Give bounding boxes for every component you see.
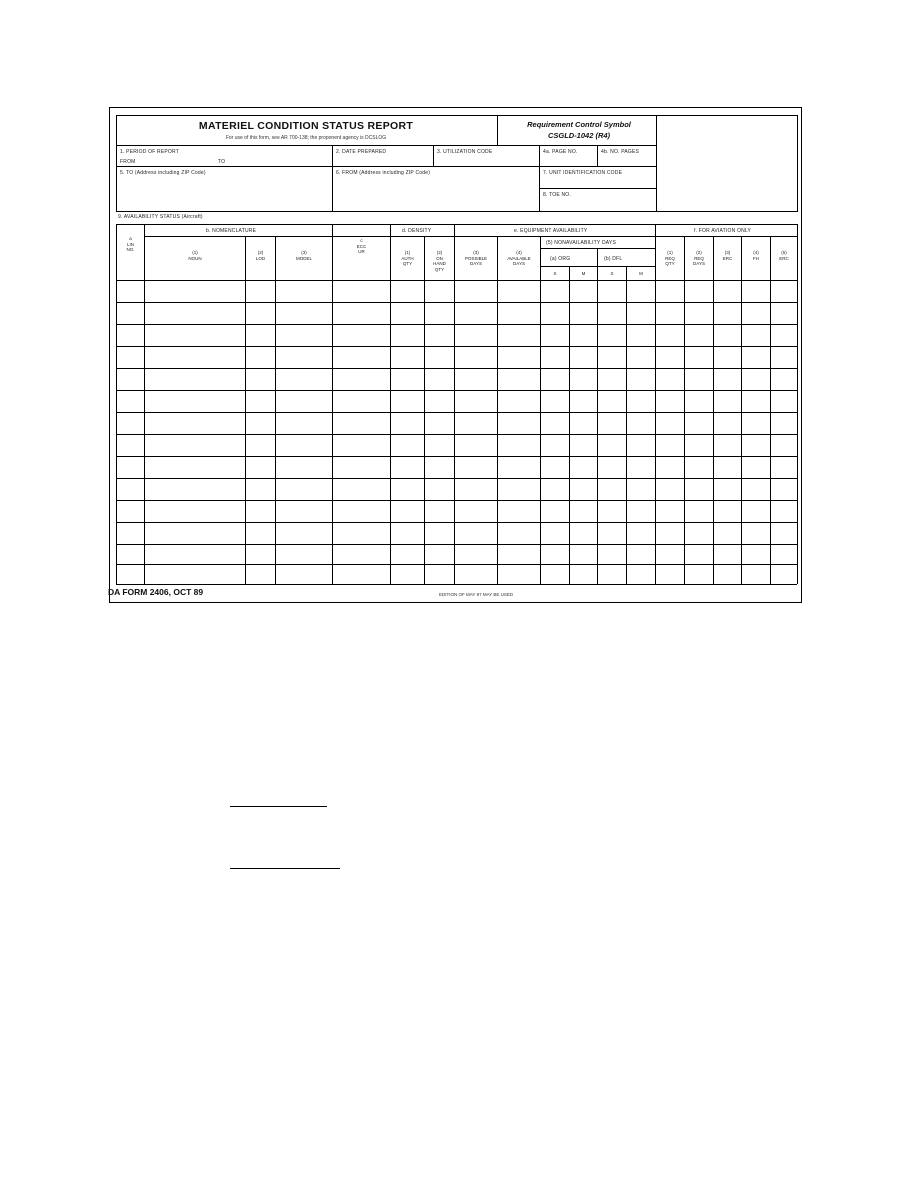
nonavailability-days-label: (5) NONAVAILABILITY DAYS — [546, 240, 617, 246]
col-header-req-qty: (1) REQ QTY — [665, 250, 675, 266]
col-divider-e — [454, 224, 455, 584]
row-rule — [116, 390, 797, 391]
col-header-model: (3) MODEL — [295, 250, 312, 261]
col-header-possible-days: (3) POSSIBLE DAYS — [464, 250, 488, 266]
col-header-req-days: (2) REQ DAYS — [693, 250, 705, 266]
for-aviation-only-group-label: f. FOR AVIATION ONLY — [694, 228, 752, 234]
col-divider-b1 — [245, 236, 246, 584]
header-inner-box-top — [116, 115, 797, 116]
requirement-control-symbol-value: CSGLD-1042 (R4) — [547, 131, 611, 140]
header-inner-box-left — [116, 115, 117, 212]
row-rule — [116, 324, 797, 325]
header-divider-rightbox — [656, 115, 657, 212]
col-header-dfl-s: S — [610, 271, 614, 276]
utilization-code-label: 3. UTILIZATION CODE — [437, 149, 493, 155]
nomenclature-group-label: b. NOMENCLATURE — [206, 228, 257, 234]
header-bottom-rule — [116, 280, 797, 281]
row-rule — [116, 412, 797, 413]
header-rule-3 — [116, 211, 797, 212]
col-divider-b2 — [275, 236, 276, 584]
page-no-label: 4a. PAGE NO. — [543, 149, 578, 155]
col-header-ecc: c ECC UR — [356, 238, 367, 254]
org-subgroup-label: (a) ORG — [550, 256, 571, 262]
col-divider-e6 — [626, 266, 627, 584]
materiel-condition-status-report-form — [109, 107, 802, 603]
period-of-report-label: 1. PERIOD OF REPORT — [120, 149, 179, 155]
row-rule — [116, 544, 797, 545]
col-header-auth-qty: (1) AUTH QTY — [401, 250, 414, 266]
col-divider-a — [144, 224, 145, 584]
col-divider-f5 — [770, 236, 771, 584]
col-header-dfl-m: M — [639, 271, 643, 276]
col-divider-f — [655, 224, 656, 584]
table-right-rule — [797, 224, 798, 584]
to-address-label: 5. TO (Address including ZIP Code) — [120, 170, 206, 176]
header-rule-1 — [116, 145, 656, 146]
toe-no-label: 8. TOE NO. — [543, 192, 571, 198]
header-rule-4 — [539, 188, 656, 189]
table-top-rule — [116, 224, 797, 225]
header-divider-rcs — [497, 115, 498, 146]
blank-underline-2 — [230, 868, 340, 869]
col-header-fh: (4) FH — [753, 250, 759, 261]
col-divider-f4 — [741, 236, 742, 584]
dfl-subgroup-label: (b) DFL — [604, 256, 623, 262]
col-divider-c — [332, 224, 333, 584]
no-pages-label: 4b. NO. PAGES — [601, 149, 640, 155]
row-rule — [116, 478, 797, 479]
col-header-noun: (1) NOUN — [188, 250, 202, 261]
header-vert-date — [332, 145, 333, 211]
form-number: DA FORM 2406, OCT 89 — [108, 587, 204, 597]
row-rule — [116, 368, 797, 369]
blank-underline-1 — [230, 806, 327, 807]
availability-status-label: 9. AVAILABILITY STATUS (Aircraft) — [118, 214, 203, 220]
row-rule — [116, 522, 797, 523]
table-left-rule — [116, 224, 117, 584]
requirement-control-symbol-label: Requirement Control Symbol — [527, 120, 631, 129]
header-inner-box-right — [797, 115, 798, 212]
period-from-label: FROM — [120, 159, 136, 165]
edition-notice: EDITION OF MAY 87 MAY BE USED — [439, 592, 514, 597]
col-divider-e4 — [569, 266, 570, 584]
col-divider-d — [390, 224, 391, 584]
table-bottom-rule — [116, 584, 797, 585]
col-divider-e3 — [540, 236, 541, 584]
density-group-label: d. DENSITY — [402, 228, 432, 234]
header-vert-page — [539, 145, 540, 211]
row-rule — [116, 346, 797, 347]
row-rule — [116, 500, 797, 501]
col-header-lin-no: a LIN NO. — [126, 236, 135, 252]
col-header-erc-2: (5) ERC — [779, 250, 789, 261]
form-title: MATERIEL CONDITION STATUS REPORT — [198, 120, 414, 132]
row-rule — [116, 434, 797, 435]
col-divider-f3 — [713, 236, 714, 584]
col-header-org-m: M — [581, 271, 586, 276]
col-header-on-hand-qty: (2) ON HAND QTY — [433, 250, 446, 272]
group-header-rule — [144, 236, 797, 237]
col-divider-f2 — [684, 236, 685, 584]
col-header-erc: (3) ERC — [722, 250, 733, 261]
row-rule — [116, 564, 797, 565]
col-divider-e2 — [497, 236, 498, 584]
col-divider-d2 — [424, 236, 425, 584]
row-rule — [116, 456, 797, 457]
date-prepared-label: 2. DATE PREPARED — [336, 149, 387, 155]
unit-identification-code-label: 7. UNIT IDENTIFICATION CODE — [543, 170, 623, 176]
from-address-label: 6. FROM (Address including ZIP Code) — [336, 170, 431, 176]
col-header-lod: (2) LOD — [255, 250, 266, 261]
header-vert-util — [433, 145, 434, 166]
col-divider-e5 — [597, 248, 598, 584]
equipment-availability-group-label: e. EQUIPMENT AVAILABILITY — [514, 228, 588, 234]
period-to-label: TO — [218, 159, 226, 165]
col-header-available-days: (4) AVAILABLE DAYS — [507, 250, 531, 266]
form-subtitle: For use of this form, see AR 700-138; the proponent agency is DCSLOG — [225, 135, 387, 141]
header-rule-2 — [116, 166, 656, 167]
col-header-org-s: S — [553, 271, 557, 276]
row-rule — [116, 302, 797, 303]
header-vert-nopages — [597, 145, 598, 166]
